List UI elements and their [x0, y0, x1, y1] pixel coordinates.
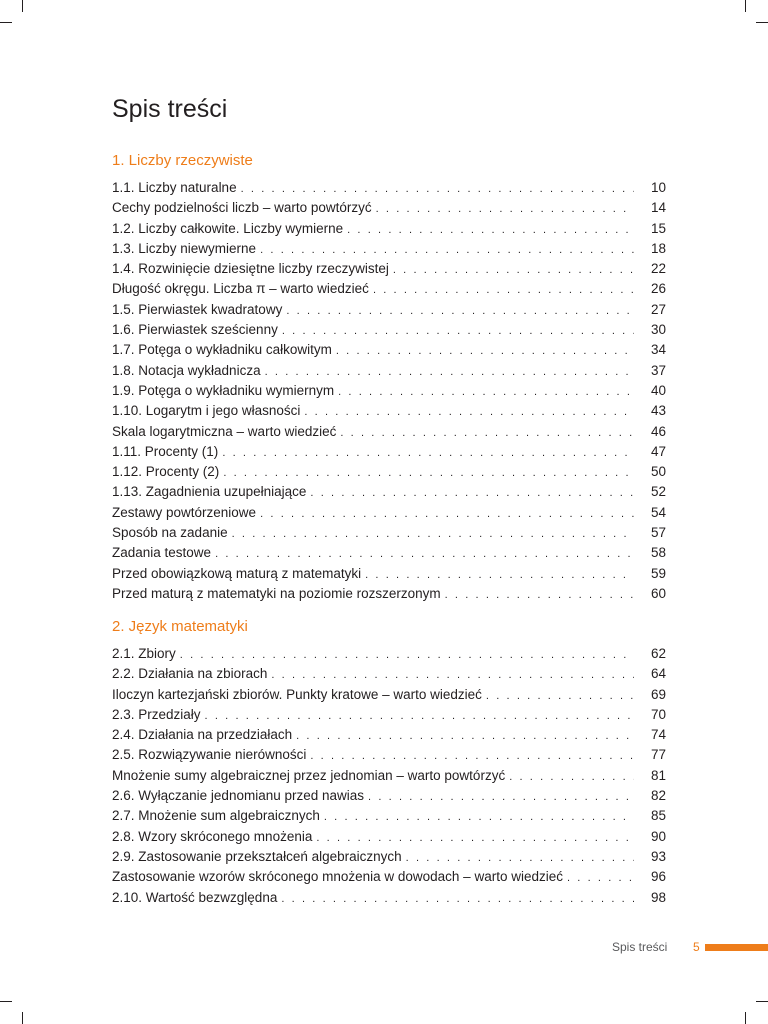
toc-entry-page: 58: [650, 545, 666, 561]
toc-entry-label: Mnożenie sumy algebraicznej przez jednomian – warto powtórzyć: [112, 767, 506, 783]
toc-entry-page: 93: [650, 848, 666, 864]
dot-leader: [347, 220, 634, 240]
crop-mark: [0, 22, 12, 23]
crop-mark: [0, 1001, 12, 1002]
crop-mark: [745, 1012, 746, 1024]
toc-entry[interactable]: [112, 219, 666, 239]
toc-entry-page: 54: [650, 504, 666, 520]
crop-mark: [22, 0, 23, 12]
toc-entry-label: 1.1. Liczby naturalne: [112, 180, 237, 195]
toc-entry-page: 81: [650, 767, 666, 783]
dot-leader: [304, 402, 634, 422]
toc-entry[interactable]: [112, 685, 666, 705]
toc-entry-label: 2.7. Mnożenie sum algebraicznych: [112, 808, 320, 824]
toc-entry-page: 52: [650, 484, 666, 500]
dot-leader: [260, 240, 634, 260]
toc-entry-page: 18: [650, 240, 666, 256]
dot-leader: [376, 199, 634, 219]
toc-entry-label: Zestawy powtórzeniowe: [112, 504, 257, 520]
toc-entry-label: 2.6. Wyłączanie jednomianu przed nawias: [112, 788, 365, 804]
toc-entry-label: Przed obowiązkową maturą z matematyki: [112, 565, 362, 581]
dot-leader: [296, 726, 634, 746]
dot-leader: [316, 828, 634, 848]
toc-entry-list: [112, 644, 666, 908]
toc-entry-page: 62: [650, 646, 666, 661]
dot-leader: [282, 321, 634, 341]
toc-entry[interactable]: [112, 543, 666, 563]
page-title: Spis treści: [112, 95, 228, 123]
toc-entry-page: 30: [650, 322, 666, 338]
toc-entry[interactable]: [112, 786, 666, 806]
toc-entry-label: Przed maturą z matematyki na poziomie rozszerzonym: [112, 585, 441, 601]
dot-leader: [281, 889, 634, 909]
toc-entry-label: 1.9. Potęga o wykładniku wymiernym: [112, 382, 335, 398]
toc-entry[interactable]: [112, 644, 666, 664]
toc-entry-label: Iloczyn kartezjański zbiorów. Punkty kratowe – warto wiedzieć: [112, 686, 482, 702]
crop-mark: [756, 1001, 768, 1002]
dot-leader: [338, 382, 634, 402]
dot-leader: [373, 280, 634, 300]
toc-entry[interactable]: [112, 178, 666, 198]
toc-entry-label: 2.10. Wartość bezwzględna: [112, 889, 278, 905]
toc-entry-label: Długość okręgu. Liczba π – warto wiedzieć: [112, 281, 369, 297]
toc-entry[interactable]: [112, 705, 666, 725]
toc-entry[interactable]: [112, 320, 666, 340]
crop-mark: [22, 1012, 23, 1024]
toc-entry-page: 64: [650, 666, 666, 682]
dot-leader: [286, 301, 634, 321]
toc-entry-page: 77: [650, 747, 666, 763]
toc-entry-label: 2.4. Działania na przedziałach: [112, 727, 293, 743]
toc-entry-label: 1.10. Logarytm i jego własności: [112, 403, 301, 419]
toc-entry-label: 2.5. Rozwiązywanie nierówności: [112, 747, 307, 763]
toc-entry[interactable]: [112, 300, 666, 320]
toc-entry-label: 1.6. Pierwiastek sześcienny: [112, 322, 278, 338]
toc-entry[interactable]: [112, 766, 666, 786]
toc-entry-label: 1.7. Potęga o wykładniku całkowitym: [112, 342, 332, 358]
toc-entry-page: 22: [650, 261, 666, 277]
dot-leader: [310, 746, 634, 766]
dot-leader: [445, 585, 634, 605]
dot-leader: [567, 868, 634, 888]
crop-mark: [745, 0, 746, 12]
crop-mark: [756, 22, 768, 23]
toc-entry-label: 1.3. Liczby niewymierne: [112, 240, 257, 256]
toc-entry[interactable]: [112, 503, 666, 523]
toc-entry-label: 2.2. Działania na zbiorach: [112, 666, 268, 682]
toc-entry[interactable]: [112, 442, 666, 462]
toc-entry[interactable]: [112, 664, 666, 684]
footer-page-number: 5: [693, 940, 700, 954]
footer-section-label: Spis treści: [612, 940, 668, 954]
toc-entry-page: 82: [650, 788, 666, 804]
toc-entry-label: 2.3. Przedziały: [112, 706, 201, 722]
dot-leader: [215, 544, 634, 564]
toc-entry[interactable]: [112, 340, 666, 360]
toc-entry-page: 34: [650, 342, 666, 358]
toc-entry-label: 1.5. Pierwiastek kwadratowy: [112, 301, 283, 317]
footer-accent-bar: [705, 944, 768, 951]
dot-leader: [509, 767, 634, 787]
dot-leader: [406, 848, 634, 868]
toc-entry[interactable]: [112, 806, 666, 826]
toc-entry-page: 40: [650, 382, 666, 398]
toc-entry-list: [112, 178, 666, 604]
dot-leader: [310, 483, 634, 503]
toc-entry[interactable]: [112, 847, 666, 867]
toc-entry-page: 15: [650, 220, 666, 236]
toc-entry-label: Cechy podzielności liczb – warto powtórzyć: [112, 200, 372, 216]
toc-entry-page: 98: [650, 889, 666, 905]
toc-entry-label: 2.9. Zastosowanie przekształceń algebraicznych: [112, 848, 402, 864]
toc-entry-page: 69: [650, 686, 666, 702]
toc-entry[interactable]: [112, 523, 666, 543]
toc-entry[interactable]: [112, 361, 666, 381]
toc-entry-page: 50: [650, 464, 666, 480]
section-heading: 2. Język matematyki: [112, 618, 248, 635]
dot-leader: [368, 787, 634, 807]
dot-leader: [393, 260, 634, 280]
toc-entry[interactable]: [112, 564, 666, 584]
toc-entry-page: 10: [650, 180, 666, 195]
toc-section-2: [112, 616, 666, 908]
toc-entry[interactable]: [112, 279, 666, 299]
toc-entry[interactable]: [112, 867, 666, 887]
toc-entry[interactable]: [112, 584, 666, 604]
dot-leader: [271, 665, 634, 685]
toc-entry-page: 85: [650, 808, 666, 824]
dot-leader: [365, 565, 634, 585]
toc-section-1: [112, 150, 666, 604]
dot-leader: [260, 504, 634, 524]
toc-entry-label: Zastosowanie wzorów skróconego mnożenia w dowodach – warto wiedzieć: [112, 869, 563, 885]
toc-entry-page: 47: [650, 443, 666, 459]
toc-entry-label: Zadania testowe: [112, 545, 212, 561]
dot-leader: [486, 686, 634, 706]
toc-entry-page: 90: [650, 828, 666, 844]
toc-entry-label: 2.1. Zbiory: [112, 646, 176, 661]
toc-entry-label: Sposób na zadanie: [112, 525, 228, 541]
dot-leader: [222, 443, 634, 463]
toc-entry-page: 43: [650, 403, 666, 419]
toc-entry[interactable]: [112, 381, 666, 401]
toc-entry-label: 1.4. Rozwinięcie dziesiętne liczby rzeczywistej: [112, 261, 389, 277]
dot-leader: [241, 179, 634, 199]
toc-entry-page: 37: [650, 362, 666, 378]
toc-entry-page: 60: [650, 585, 666, 601]
toc-entry[interactable]: [112, 888, 666, 908]
toc-entry-page: 46: [650, 423, 666, 439]
toc-entry-label: 1.12. Procenty (2): [112, 464, 220, 480]
toc-entry[interactable]: [112, 725, 666, 745]
toc-entry-label: 1.13. Zagadnienia uzupełniające: [112, 484, 307, 500]
dot-leader: [324, 807, 634, 827]
dot-leader: [232, 524, 634, 544]
toc-entry-label: 1.11. Procenty (1): [112, 443, 219, 459]
dot-leader: [205, 706, 634, 726]
toc-entry[interactable]: [112, 422, 666, 442]
toc-entry-label: Skala logarytmiczna – warto wiedzieć: [112, 423, 337, 439]
toc-entry[interactable]: [112, 827, 666, 847]
toc-entry-page: 70: [650, 706, 666, 722]
dot-leader: [336, 341, 634, 361]
toc-entry[interactable]: [112, 259, 666, 279]
toc-entry-page: 74: [650, 727, 666, 743]
toc-entry-page: 59: [650, 565, 666, 581]
toc-entry[interactable]: [112, 198, 666, 218]
toc-entry-label: 1.8. Notacja wykładnicza: [112, 362, 261, 378]
toc-entry-label: 1.2. Liczby całkowite. Liczby wymierne: [112, 220, 344, 236]
toc-entry-label: 2.8. Wzory skróconego mnożenia: [112, 828, 313, 844]
toc-entry[interactable]: [112, 401, 666, 421]
dot-leader: [265, 362, 634, 382]
toc-entry-page: 57: [650, 525, 666, 541]
toc-entry-page: 26: [650, 281, 666, 297]
toc-entry[interactable]: [112, 745, 666, 765]
dot-leader: [340, 423, 634, 443]
toc-entry[interactable]: [112, 239, 666, 259]
toc-entry-page: 27: [650, 301, 666, 317]
toc-entry-page: 96: [650, 869, 666, 885]
dot-leader: [180, 645, 634, 665]
toc-entry[interactable]: [112, 462, 666, 482]
toc-entry[interactable]: [112, 482, 666, 502]
dot-leader: [223, 463, 634, 483]
toc-entry-page: 14: [650, 200, 666, 216]
section-heading: 1. Liczby rzeczywiste: [112, 152, 253, 169]
